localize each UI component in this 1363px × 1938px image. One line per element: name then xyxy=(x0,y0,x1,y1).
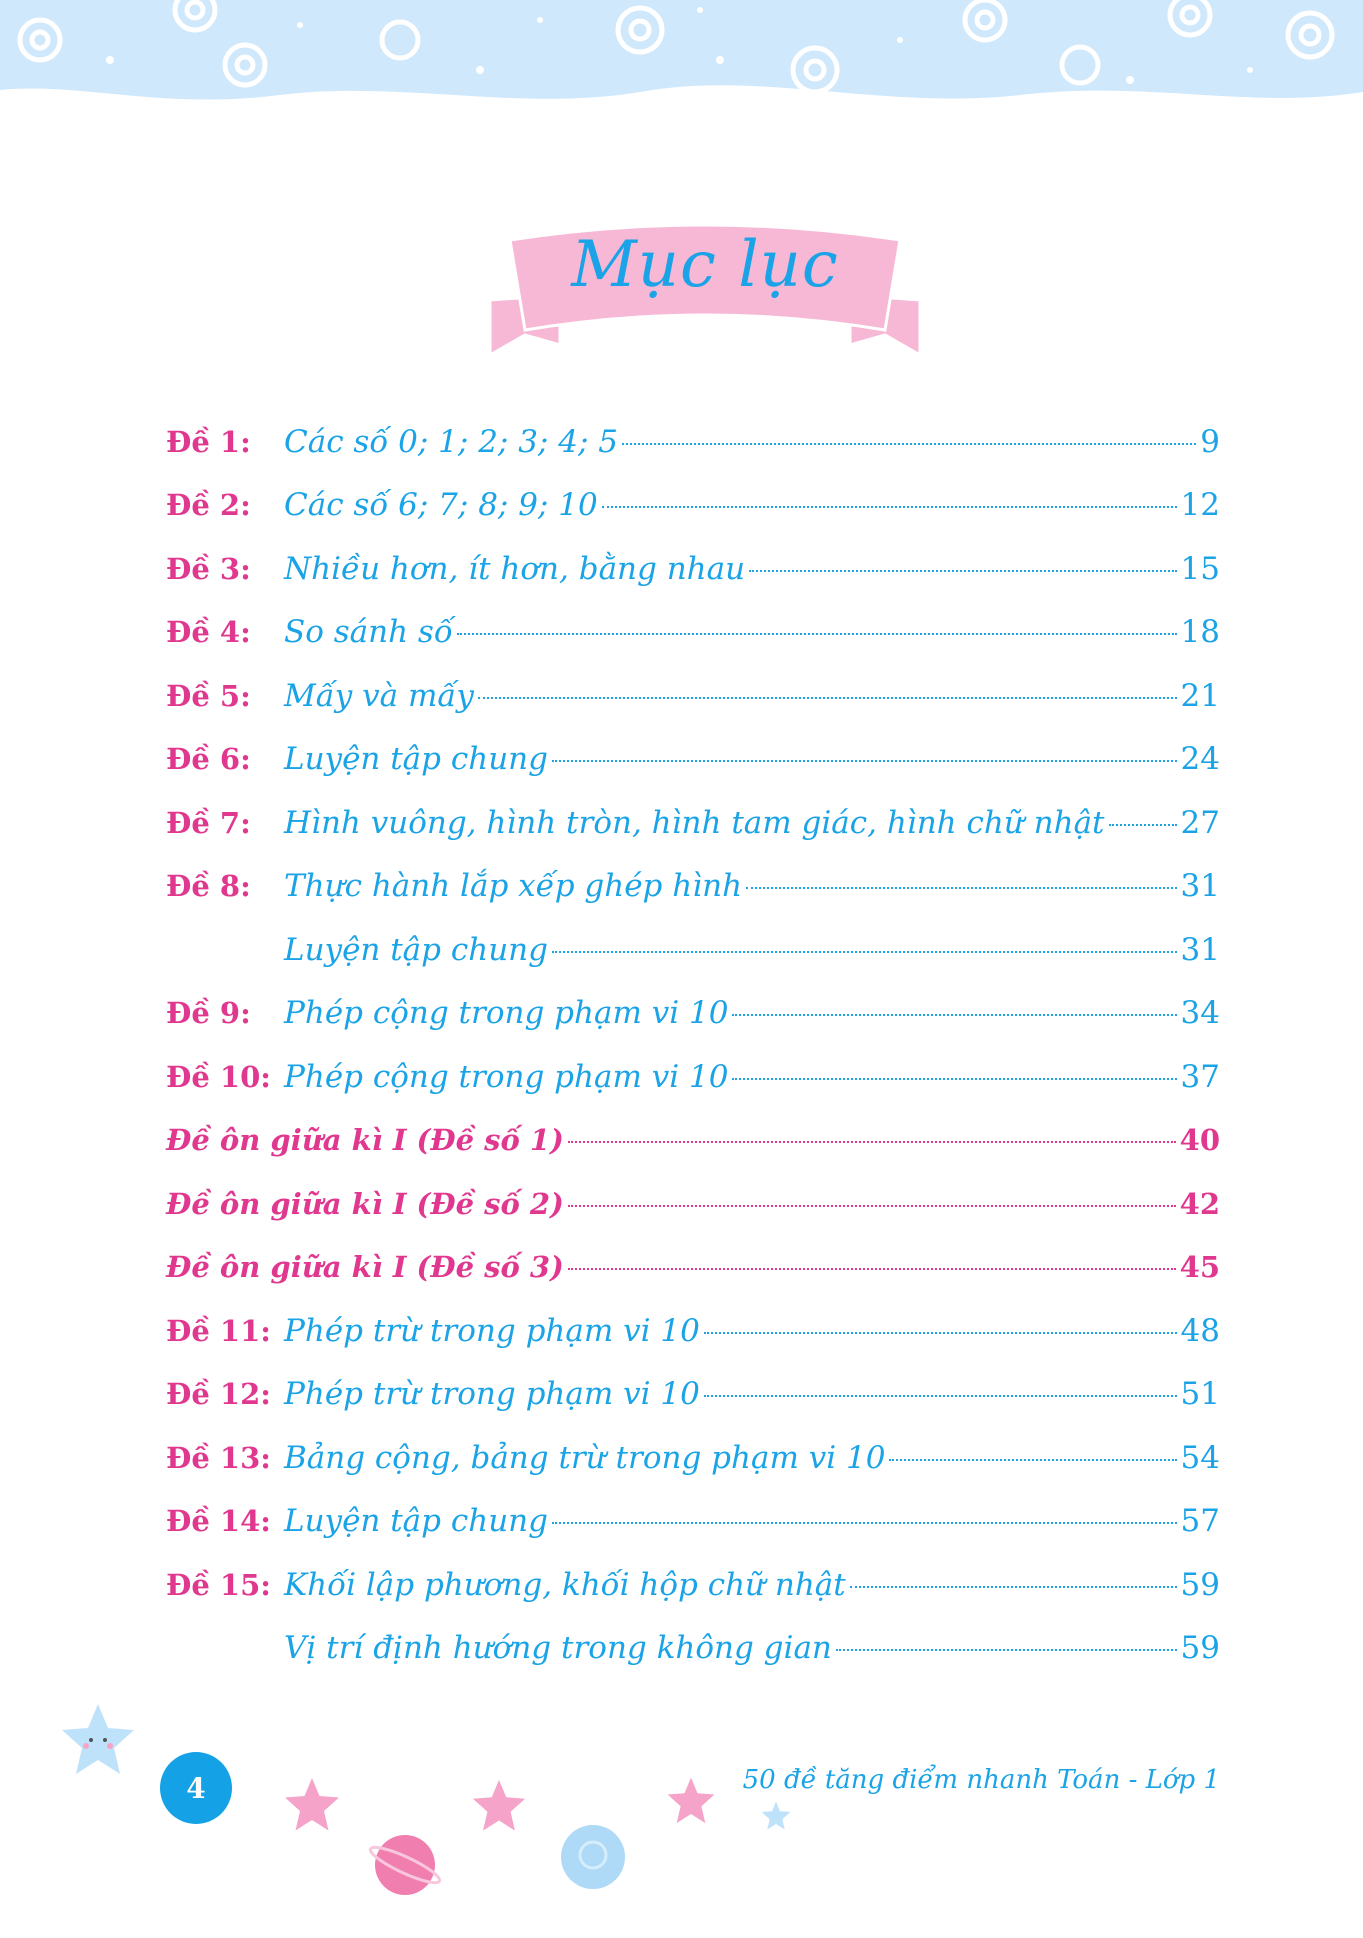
toc-entry xyxy=(166,1250,1220,1284)
toc-row xyxy=(166,1109,1220,1173)
toc-entry xyxy=(284,1376,1220,1412)
toc-row xyxy=(166,1617,1220,1681)
dot-leader xyxy=(704,1332,1177,1334)
page-number-badge: 4 xyxy=(160,1752,232,1824)
toc-entry xyxy=(284,1313,1220,1349)
toc-page-number: 18 xyxy=(1180,614,1220,651)
toc-label: Đề 15: xyxy=(166,1567,271,1602)
dot-leader xyxy=(749,570,1176,572)
toc-row xyxy=(166,791,1220,855)
toc-label: Đề 4: xyxy=(166,615,251,650)
toc-label: Đề 11: xyxy=(166,1313,271,1348)
toc-row xyxy=(166,1236,1220,1300)
dot-leader xyxy=(704,1395,1177,1397)
star-icon xyxy=(58,1700,138,1780)
page-title: Mục lục xyxy=(571,228,839,302)
toc-label: Đề 13: xyxy=(166,1440,271,1475)
dot-leader xyxy=(732,1014,1176,1016)
toc-title: Hình vuông, hình tròn, hình tam giác, hình chữ nhật xyxy=(284,804,1105,841)
toc-page-number: 31 xyxy=(1180,868,1220,905)
table-of-contents xyxy=(166,410,1220,1680)
moon-icon xyxy=(558,1822,628,1892)
toc-label: Đề 7: xyxy=(166,805,251,840)
toc-page-number: 21 xyxy=(1180,677,1220,714)
dot-leader xyxy=(552,1522,1177,1524)
toc-title: Đề ôn giữa kì I (Đề số 2) xyxy=(166,1186,564,1221)
toc-title: Luyện tập chung xyxy=(284,1503,548,1540)
toc-row xyxy=(166,1172,1220,1236)
toc-row xyxy=(166,474,1220,538)
dot-leader xyxy=(602,506,1177,508)
toc-page-number: 24 xyxy=(1180,741,1220,778)
toc-title: Các số 0; 1; 2; 3; 4; 5 xyxy=(284,423,618,460)
toc-title: Mấy và mấy xyxy=(284,677,474,714)
toc-page-number: 54 xyxy=(1180,1439,1220,1476)
toc-title: Bảng cộng, bảng trừ trong phạm vi 10 xyxy=(284,1439,886,1476)
star-icon xyxy=(760,1800,792,1832)
toc-label: Đề 5: xyxy=(166,678,251,713)
toc-entry xyxy=(284,1503,1220,1539)
toc-label: Đề 8: xyxy=(166,869,251,904)
toc-title: Phép trừ trong phạm vi 10 xyxy=(284,1376,700,1413)
planet-icon xyxy=(365,1825,445,1905)
toc-entry xyxy=(284,614,1220,650)
toc-entry xyxy=(284,424,1220,460)
toc-page-number: 37 xyxy=(1180,1058,1220,1095)
dot-leader xyxy=(1109,824,1177,826)
toc-label: Đề 14: xyxy=(166,1504,271,1539)
dot-leader xyxy=(568,1205,1176,1207)
toc-page-number: 9 xyxy=(1200,423,1220,460)
toc-row xyxy=(166,664,1220,728)
toc-title: Thực hành lắp xếp ghép hình xyxy=(284,868,743,905)
toc-page-number: 48 xyxy=(1180,1312,1220,1349)
dot-leader xyxy=(836,1649,1177,1651)
dot-leader xyxy=(552,951,1177,953)
toc-label: Đề 3: xyxy=(166,551,251,586)
toc-title: So sánh số xyxy=(284,614,453,651)
toc-entry xyxy=(284,1630,1220,1666)
toc-label: Đề 10: xyxy=(166,1059,271,1094)
toc-page-number: 57 xyxy=(1180,1503,1220,1540)
toc-row xyxy=(166,1299,1220,1363)
dot-leader xyxy=(732,1078,1176,1080)
dot-leader xyxy=(889,1459,1176,1461)
toc-page-number: 42 xyxy=(1179,1186,1220,1221)
book-title: 50 đề tăng điểm nhanh Toán - Lớp 1 xyxy=(742,1765,1220,1795)
toc-label: Đề 6: xyxy=(166,742,251,777)
dot-leader xyxy=(746,887,1176,889)
toc-row xyxy=(166,537,1220,601)
toc-title: Nhiều hơn, ít hơn, bằng nhau xyxy=(284,550,746,587)
dot-leader xyxy=(478,697,1177,699)
star-icon xyxy=(282,1775,342,1835)
toc-entry xyxy=(284,805,1220,841)
toc-entry xyxy=(284,1440,1220,1476)
toc-page-number: 15 xyxy=(1180,550,1220,587)
toc-label: Đề 9: xyxy=(166,996,251,1031)
toc-page-number: 34 xyxy=(1180,995,1220,1032)
toc-title: Luyện tập chung xyxy=(284,741,548,778)
toc-page-number: 12 xyxy=(1180,487,1220,524)
toc-title: Các số 6; 7; 8; 9; 10 xyxy=(284,487,598,524)
toc-row xyxy=(166,1426,1220,1490)
toc-row xyxy=(166,728,1220,792)
toc-entry xyxy=(284,678,1220,714)
toc-title: Phép cộng trong phạm vi 10 xyxy=(284,1058,729,1095)
toc-entry xyxy=(284,551,1220,587)
toc-page-number: 51 xyxy=(1180,1376,1220,1413)
toc-page-number: 31 xyxy=(1180,931,1220,968)
toc-row xyxy=(166,1363,1220,1427)
toc-entry xyxy=(166,1123,1220,1157)
dot-leader xyxy=(568,1268,1176,1270)
dot-leader xyxy=(568,1141,1176,1143)
toc-title: Đề ôn giữa kì I (Đề số 3) xyxy=(166,1250,564,1285)
toc-title: Luyện tập chung xyxy=(284,931,548,968)
toc-label: Đề 2: xyxy=(166,488,251,523)
toc-row xyxy=(166,410,1220,474)
toc-title: Khối lập phương, khối hộp chữ nhật xyxy=(284,1566,846,1603)
dot-leader xyxy=(457,633,1177,635)
toc-page-number: 45 xyxy=(1179,1250,1220,1285)
star-icon xyxy=(665,1775,717,1827)
toc-page-number: 40 xyxy=(1179,1123,1220,1158)
star-icon xyxy=(470,1777,528,1835)
toc-page-number: 59 xyxy=(1180,1630,1220,1667)
toc-row xyxy=(166,1045,1220,1109)
toc-title: Phép cộng trong phạm vi 10 xyxy=(284,995,729,1032)
dot-leader xyxy=(850,1586,1177,1588)
toc-page-number: 59 xyxy=(1180,1566,1220,1603)
dot-leader xyxy=(622,443,1196,445)
toc-title: Phép trừ trong phạm vi 10 xyxy=(284,1312,700,1349)
dot-leader xyxy=(552,760,1177,762)
toc-row xyxy=(166,601,1220,665)
toc-entry xyxy=(284,868,1220,904)
toc-label: Đề 1: xyxy=(166,424,251,459)
toc-entry xyxy=(284,741,1220,777)
toc-entry xyxy=(284,995,1220,1031)
toc-entry xyxy=(284,487,1220,523)
toc-row xyxy=(166,1490,1220,1554)
toc-entry xyxy=(284,1059,1220,1095)
toc-page-number: 27 xyxy=(1180,804,1220,841)
top-wave-pattern xyxy=(0,0,1363,120)
toc-row xyxy=(166,1553,1220,1617)
toc-title: Đề ôn giữa kì I (Đề số 1) xyxy=(166,1123,564,1158)
toc-entry xyxy=(166,1187,1220,1221)
toc-row xyxy=(166,982,1220,1046)
toc-title: Vị trí định hướng trong không gian xyxy=(284,1630,832,1667)
toc-label: Đề 12: xyxy=(166,1377,271,1412)
toc-entry xyxy=(284,932,1220,968)
toc-entry xyxy=(284,1567,1220,1603)
toc-row xyxy=(166,918,1220,982)
toc-row xyxy=(166,855,1220,919)
